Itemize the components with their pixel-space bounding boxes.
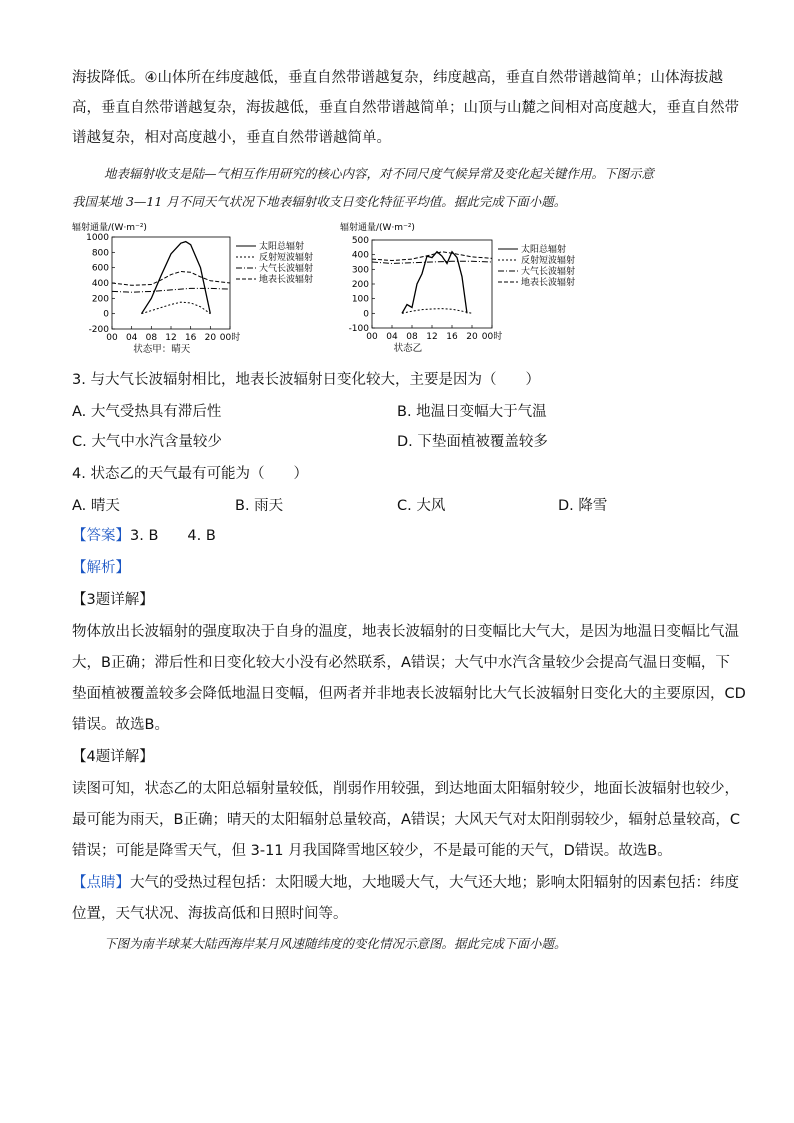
q3-option-d[interactable]: D. 下垫面植被覆盖较多 (397, 434, 548, 450)
detail-3-title: 【3题详解】 (72, 592, 154, 608)
x-tick-label: 00 (366, 332, 378, 342)
x-tick-label: 08 (406, 332, 418, 342)
x-tick-label: 12 (165, 333, 177, 343)
detail-3-line-3: 垫面植被覆盖较多会降低地温日变幅，但两者并非地表长波辐射比大气长波辐射日变化大的主要原因，CD (72, 686, 746, 702)
y-tick-label: -200 (88, 325, 109, 335)
x-tick-label: 00时 (481, 332, 503, 342)
x-tick-label: 08 (145, 333, 158, 343)
answer-row (72, 524, 216, 545)
y-axis-label: 辐射通量/(W·m⁻²) (72, 223, 147, 233)
q3-option-b[interactable]: B. 地温日变幅大于气温 (397, 404, 547, 420)
y-tick-label: 500 (351, 236, 369, 246)
y-tick-label: 0 (363, 309, 369, 320)
series-line-2 (142, 302, 211, 314)
tip-line-2: 位置，天气状况、海拔高低和日照时间等。 (72, 906, 348, 922)
y-tick-label: 1000 (86, 233, 109, 243)
y-tick-label: 100 (351, 294, 369, 305)
legend-label: 太阳总辐射 (259, 242, 305, 252)
plot-frame (112, 237, 230, 329)
legend-label: 大气长波辐射 (521, 267, 576, 277)
x-tick-label: 04 (386, 332, 398, 342)
y-tick-label: 600 (91, 263, 109, 274)
tip-text-1: 大气的受热过程包括：太阳暖大地，大地暖大气，大气还大地；影响太阳辐射的因素包括：纬度 (130, 875, 739, 891)
chart-title: 状态甲：晴天 (133, 344, 191, 355)
x-tick-label: 20 (204, 333, 217, 343)
series-line-3 (372, 261, 492, 263)
q4-option-b[interactable]: B. 雨天 (235, 498, 284, 514)
plot-frame (372, 240, 492, 328)
legend-label: 大气长波辐射 (259, 264, 314, 274)
detail-3-line-4: 错误。故选B。 (72, 717, 169, 733)
chart-title: 状态乙 (393, 343, 423, 354)
x-tick-label: 00 (106, 333, 118, 343)
y-tick-label: 200 (351, 280, 369, 290)
x-tick-label: 20 (466, 332, 478, 342)
series-line-4 (112, 272, 230, 286)
chart-right (338, 220, 638, 360)
chart-left (70, 220, 350, 360)
x-tick-label: 00时 (219, 333, 241, 343)
intro-line-2: 高，垂直自然带谱越复杂，海拔越低，垂直自然带谱越简单；山顶与山麓之间相对高度越大，垂直自然带 (72, 100, 739, 116)
tip-label: 【点睛】 (72, 875, 130, 891)
q3-option-c[interactable]: C. 大气中水汽含量较少 (72, 434, 222, 450)
detail-3-line-1: 物体放出长波辐射的强度取决于自身的温度，地表长波辐射的日变幅比大气大，是因为地温日变幅比气温 (72, 624, 739, 640)
answer-text: 3. B 4. B (130, 528, 216, 544)
q4-option-d[interactable]: D. 降雪 (558, 498, 608, 514)
detail-4-line-3: 错误；可能是降雪天气，但 3-11 月我国降雪地区较少，不是最可能的天气，D错误。故选B。 (72, 843, 672, 859)
detail-4-title: 【4题详解】 (72, 749, 154, 765)
x-tick-label: 16 (446, 332, 458, 342)
y-tick-label: 400 (351, 250, 369, 261)
y-tick-label: 300 (351, 265, 369, 276)
answer-label: 【答案】 (72, 528, 130, 544)
legend-label: 反射短波辐射 (521, 256, 576, 266)
y-tick-label: 800 (91, 248, 109, 259)
legend-label: 地表长波辐射 (521, 278, 576, 288)
y-axis-label: 辐射通量/(W·m⁻²) (340, 223, 415, 233)
x-tick-label: 12 (426, 332, 438, 342)
legend-label: 反射短波辐射 (259, 253, 314, 263)
analysis-label: 【解析】 (72, 560, 130, 576)
q4-stem: 4. 状态乙的天气最有可能为（ ） (72, 466, 308, 482)
series-line-4 (372, 252, 492, 261)
detail-3-line-2: 大，B正确；滞后性和日变化较大小没有必然联系，A错误；大气中水汽含量较少会提高气温日变幅，下 (72, 655, 730, 671)
legend-label: 地表长波辐射 (259, 275, 314, 285)
x-tick-label: 04 (125, 333, 138, 343)
q4-option-c[interactable]: C. 大风 (397, 498, 446, 514)
series-line-2 (402, 309, 472, 314)
y-tick-label: -100 (348, 324, 369, 334)
y-tick-label: 0 (103, 309, 109, 320)
next-context: 下图为南半球某大陆西海岸某月风速随纬度的变化情况示意图。据此完成下面小题。 (104, 936, 567, 951)
q3-option-a[interactable]: A. 大气受热具有滞后性 (72, 404, 222, 420)
detail-4-line-1: 读图可知，状态乙的太阳总辐射量较低，削弱作用较强，到达地面太阳辐射较少，地面长波辐射也较少， (72, 781, 739, 797)
legend-label: 太阳总辐射 (521, 245, 567, 255)
detail-4-line-2: 最可能为雨天，B正确；晴天的太阳辐射总量较高，A错误；大风天气对太阳削弱较少，辐射总量较高，C (72, 812, 740, 828)
series-line-3 (112, 288, 230, 292)
context-line-1: 地表辐射收支是陆—气相互作用研究的核心内容，对不同尺度气候异常及变化起关键作用。下图示意 (104, 166, 655, 181)
tip-line-1 (72, 871, 739, 892)
y-tick-label: 400 (91, 279, 109, 289)
x-tick-label: 16 (184, 333, 197, 343)
intro-line-3: 谱越复杂，相对高度越小，垂直自然带谱越简单。 (72, 130, 391, 146)
context-line-2: 我国某地 3—11 月不同天气状况下地表辐射收支日变化特征平均值。据此完成下面小题。 (72, 194, 567, 209)
q3-stem: 3. 与大气长波辐射相比，地表长波辐射日变化较大，主要是因为（ ） (72, 372, 540, 388)
y-tick-label: 200 (91, 294, 109, 305)
q4-option-a[interactable]: A. 晴天 (72, 498, 120, 514)
intro-line-1: 海拔降低。④山体所在纬度越低，垂直自然带谱越复杂，纬度越高，垂直自然带谱越简单；山体海拔越 (72, 70, 723, 86)
